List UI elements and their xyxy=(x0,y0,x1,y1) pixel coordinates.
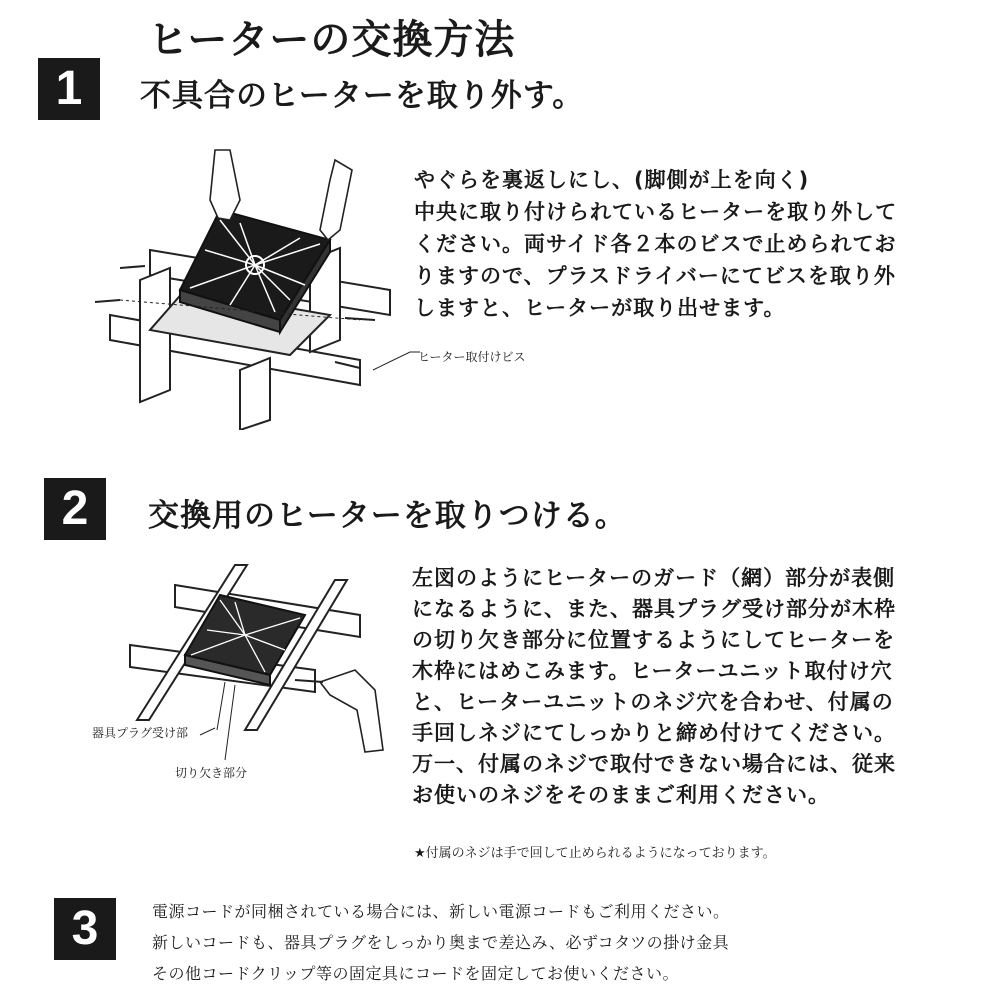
step-2-heading: 交換用のヒーターを取りつける。 xyxy=(148,498,627,534)
step-2-line: お使いのネジをそのままご利用ください。 xyxy=(412,783,830,807)
step-3-line: その他コードクリップ等の固定具にコードを固定してお使いください。 xyxy=(152,964,680,983)
step-3-description xyxy=(152,896,730,989)
step-1-line: りますので、プラスドライバーにてビスを取り外 xyxy=(414,264,896,288)
step-1-line: ください。両サイド各２本のビスで止められてお xyxy=(414,232,897,256)
step-2-line: になるように、また、器具プラグ受け部分が木枠 xyxy=(412,597,896,621)
step-2-line: 左図のようにヒーターのガード（網）部分が表側 xyxy=(412,566,896,590)
screw-note: ★付属のネジは手で回して止められるようになっております。 xyxy=(414,846,776,861)
step-1-line: しますと、ヒーターが取り出せます。 xyxy=(414,296,786,320)
step-2-line: 万一、付属のネジで取付できない場合には、従来 xyxy=(412,752,896,776)
step-1-description xyxy=(414,164,897,324)
step-2-line: 木枠にはめこみます。ヒーターユニット取付け穴 xyxy=(412,659,893,683)
heater-removal-illustration xyxy=(90,140,420,430)
step-2-line: の切り欠き部分に位置するようにしてヒーターを xyxy=(412,628,896,652)
notch-label: 切り欠き部分 xyxy=(175,766,248,780)
step-1-line: 中央に取り付けられているヒーターを取り外して xyxy=(414,200,898,224)
step-3-line: 電源コードが同梱されている場合には、新しい電源コードもご利用ください。 xyxy=(152,902,730,921)
step-1-number: 1 xyxy=(38,58,100,120)
step-3-number: 3 xyxy=(54,898,116,960)
screw-callout-label: ヒーター取付けビス xyxy=(418,350,526,364)
step-2-line: 手回しネジにてしっかりと締め付けてください。 xyxy=(412,721,896,745)
step-1-line: やぐらを裏返しにし、(脚側が上を向く) xyxy=(414,168,810,192)
step-1-heading: 不具合のヒーターを取り外す。 xyxy=(140,78,585,114)
plug-receptacle-label: 器具プラグ受け部 xyxy=(92,726,189,740)
page-title: ヒーターの交換方法 xyxy=(148,17,516,63)
step-2-line: と、ヒーターユニットのネジ穴を合わせ、付属の xyxy=(412,690,894,714)
step-3-line: 新しいコードも、器具プラグをしっかり奥まで差込み、必ずコタツの掛け金具 xyxy=(152,933,730,952)
step-2-number: 2 xyxy=(44,478,106,540)
step-2-description xyxy=(412,562,896,810)
